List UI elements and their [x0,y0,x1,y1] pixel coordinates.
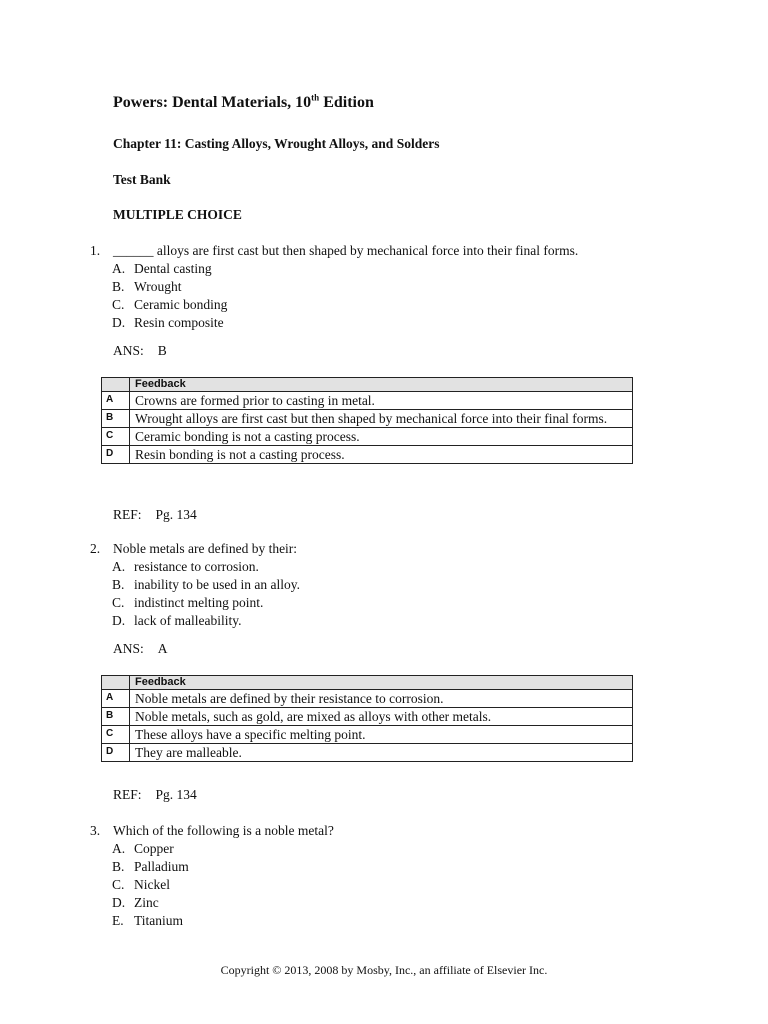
question-stem: Which of the following is a noble metal? [113,823,334,838]
answer-value: A [157,641,168,656]
feedback-table [101,377,633,464]
reference-value: Pg. 134 [155,787,197,802]
feedback-row: A Crowns are formed prior to casting in metal. [102,392,633,410]
feedback-row: D They are malleable. [102,744,633,762]
answer-value: B [157,343,167,358]
reference-line: REF: Pg. 134 [113,507,197,522]
feedback-row: C These alloys have a specific melting point. [102,726,633,744]
section-heading: MULTIPLE CHOICE [113,207,242,222]
answer-line: ANS: B [113,343,167,358]
chapter-heading: Chapter 11: Casting Alloys, Wrought Alloys, and Solders [113,136,440,151]
feedback-header-row: Feedback [102,378,633,392]
feedback-row: B Wrought alloys are first cast but then shaped by mechanical force into their final forms. [102,410,633,428]
feedback-header-row: Feedback [102,676,633,690]
reference-value: Pg. 134 [155,507,197,522]
feedback-row: C Ceramic bonding is not a casting process. [102,428,633,446]
question-number: 2. [90,541,101,556]
document-title: Powers: Dental Materials, 10th Edition [113,92,374,111]
feedback-table [101,675,633,762]
answer-line: ANS: A [113,641,168,656]
question-number: 1. [90,243,101,258]
question-stem: Noble metals are defined by their: [113,541,298,556]
feedback-row: A Noble metals are defined by their resistance to corrosion. [102,690,633,708]
question-stem: ______ alloys are first cast but then shaped by mechanical force into their final forms. [113,243,579,258]
feedback-row: D Resin bonding is not a casting process. [102,446,633,464]
test-bank-heading: Test Bank [113,172,171,187]
copyright-footer: Copyright © 2013, 2008 by Mosby, Inc., an affiliate of Elsevier Inc. [220,963,548,977]
feedback-row: B Noble metals, such as gold, are mixed as alloys with other metals. [102,708,633,726]
question-number: 3. [90,823,101,838]
reference-line: REF: Pg. 134 [113,787,197,802]
document-page: Powers: Dental Materials, 10th Edition Chapter 11: Casting Alloys, Wrought Alloys, and Solders Test Bank MULTIPLE CHOICE 1. ______ alloys are first cast but then shaped by mechanical force into their final forms. A. Dental casting B. Wrought C. Ceramic bonding D. Resin composite ANS: B Feedback A Crowns are formed prior to casting in metal. B Wrought alloys are first cast but then shaped by mechanical force into their final forms. C Ceramic bonding is not a casting process. D Resin bonding is not a casting process. REF: Pg. 134 2. Noble metals are defined by their: A. resistance to corrosion. B. inability to be used in an alloy. C. indistinct melting point. D. lack of malleability. ANS: A Feedback A Noble metals are defined by their resistance to corrosion. B Noble metals, such as gold, are mixed as alloys with other metals. C These alloys have a specific melting point. D They are malleable. REF: Pg. 134 3. Which of the following is a noble metal? A. Copper B. Palladium C. Nickel D. Zinc E. Titanium Copyright © 2013, 2008 by Mosby, Inc., an affiliate of Elsevier Inc. [0,0,768,1024]
